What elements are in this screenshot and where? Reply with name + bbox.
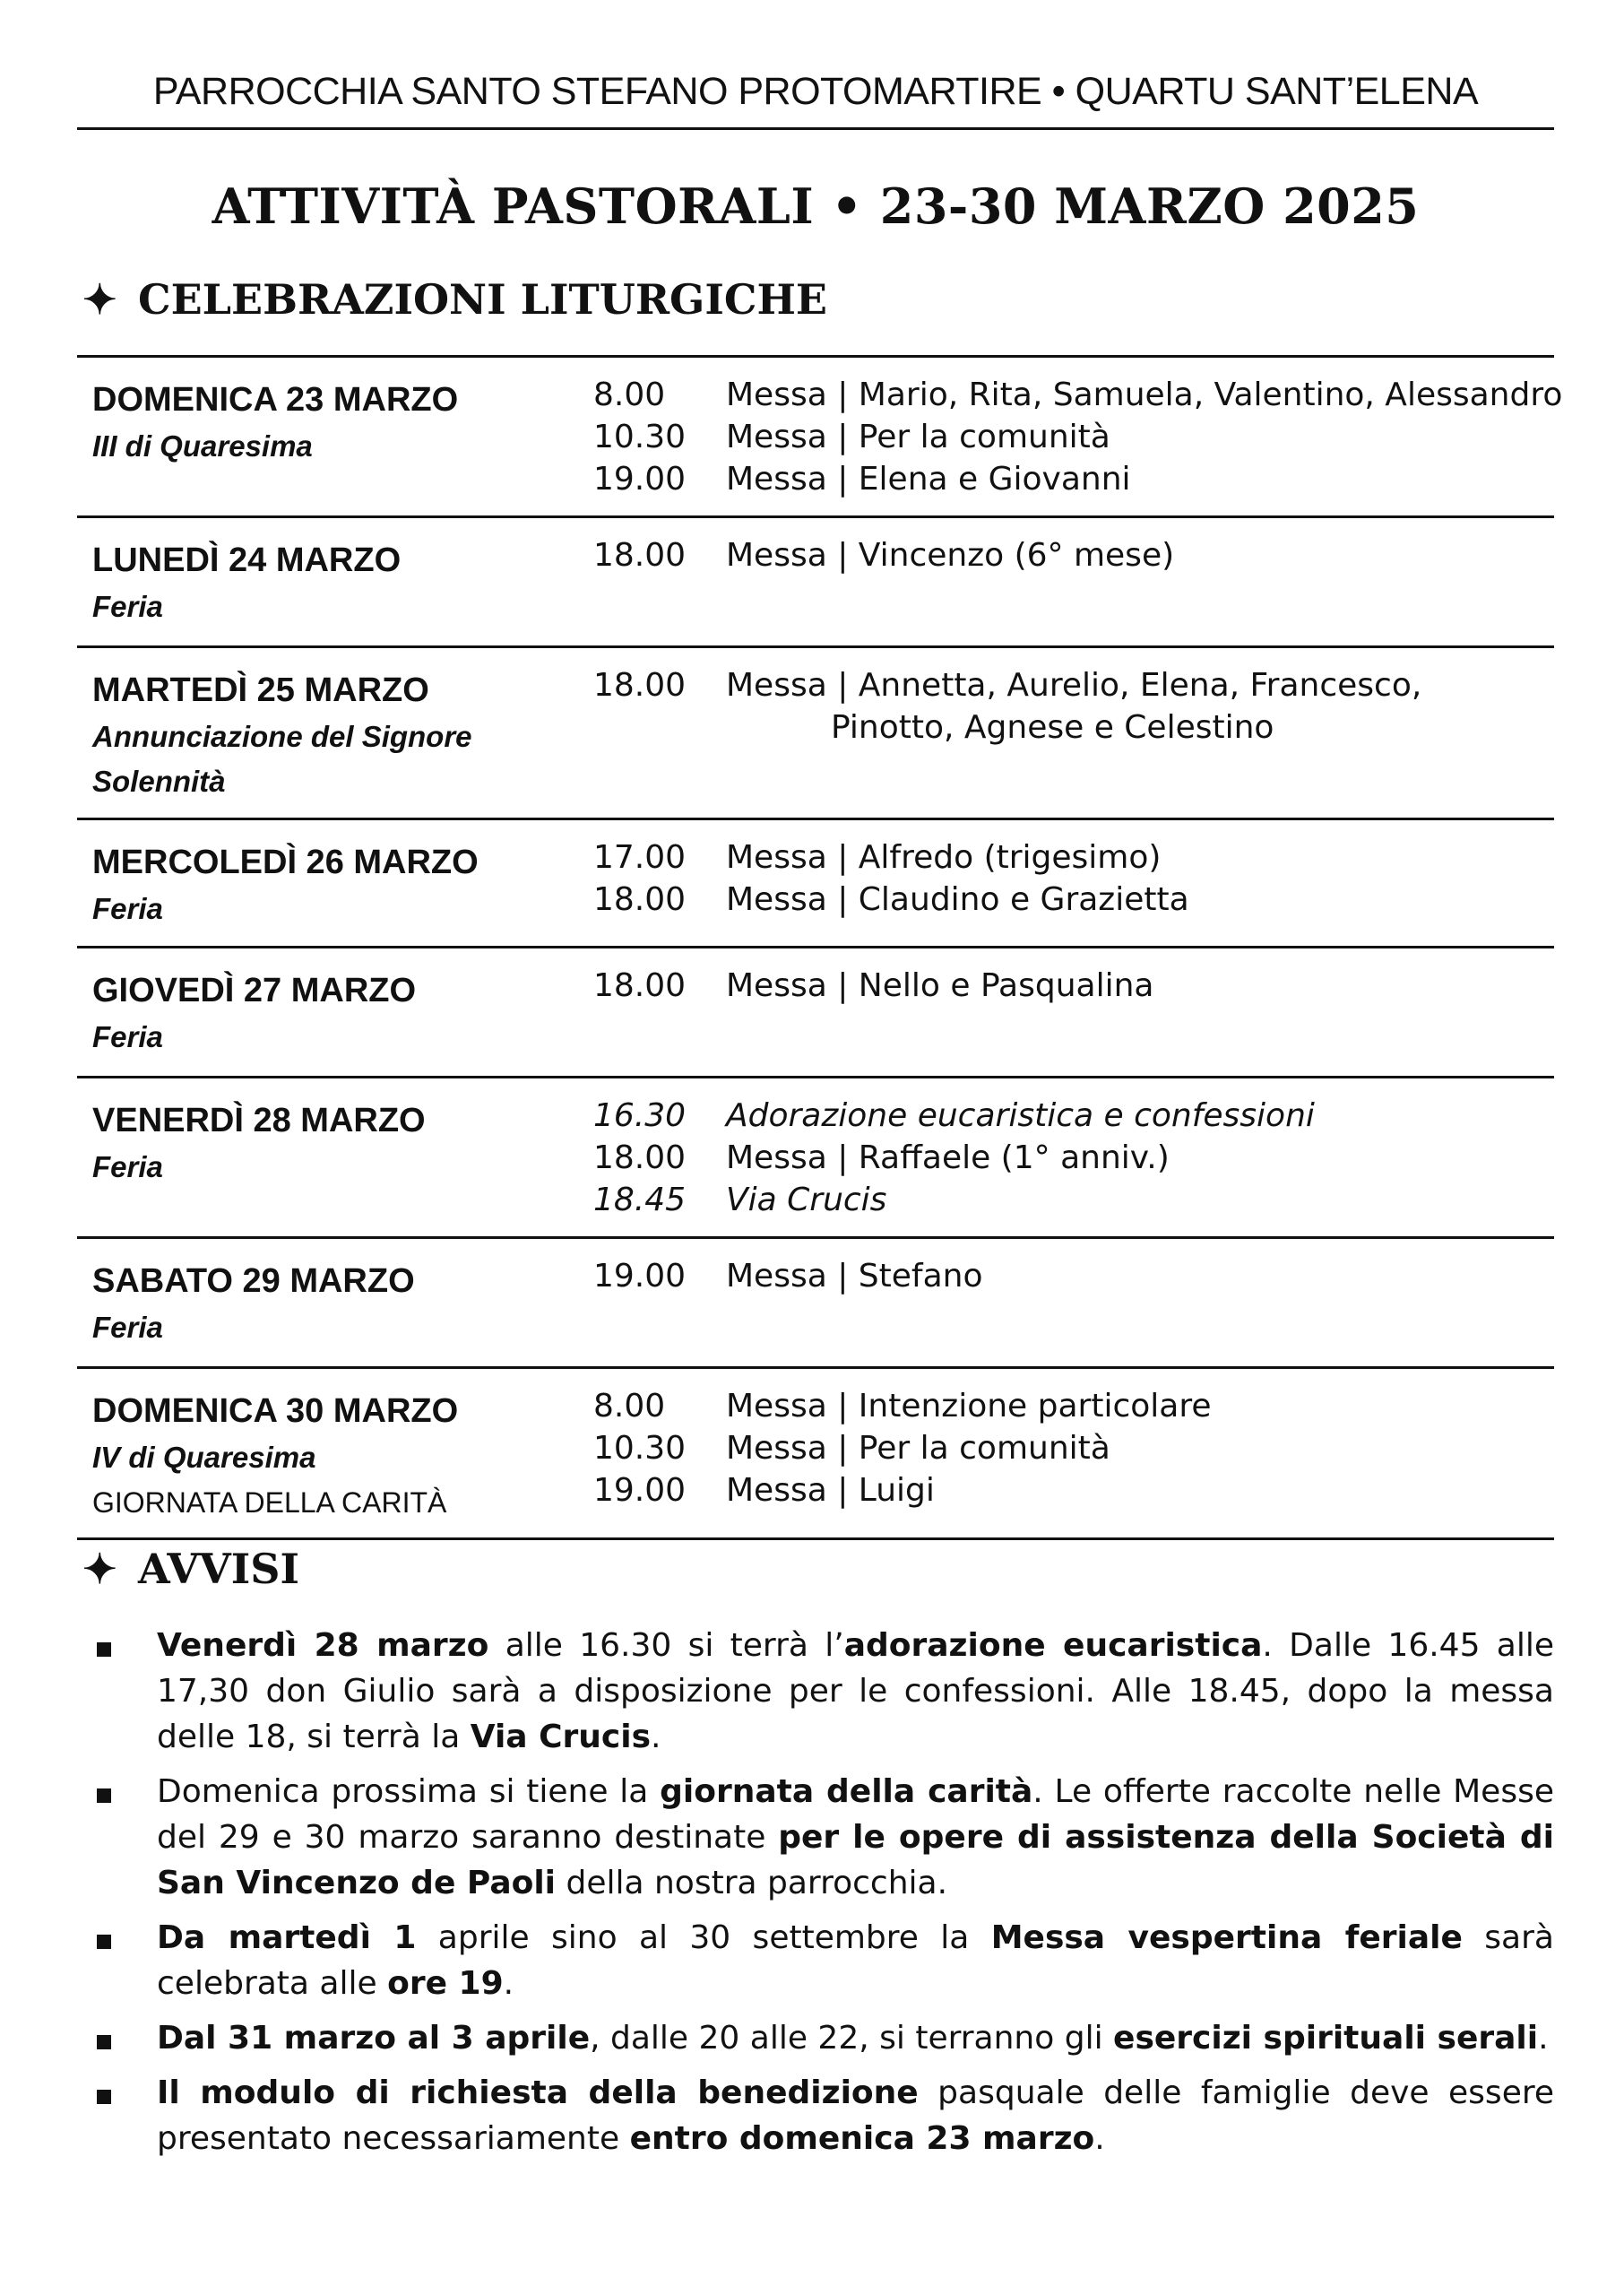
day-note: GIORNATA DELLA CARITÀ xyxy=(92,1486,447,1519)
mass-entry xyxy=(593,1385,1554,1427)
schedule-row xyxy=(77,358,1563,518)
notice-item xyxy=(97,1915,1554,2006)
mass-intention: Pinotto, Agnese e Celestino xyxy=(831,709,1274,746)
schedule-row xyxy=(77,948,1554,1078)
liturgical-day: Feria xyxy=(92,1311,163,1344)
notice-text: . xyxy=(1094,2120,1105,2157)
schedule-row xyxy=(77,648,1554,820)
notice-highlight: Dal 31 marzo al 3 aprile xyxy=(157,2020,591,2057)
section-title: CELEBRAZIONI LITURGICHE xyxy=(138,275,827,324)
day-name: MARTEDÌ 25 MARZO xyxy=(92,671,429,709)
section-title: AVVISI xyxy=(138,1545,299,1593)
mass-entry xyxy=(593,1427,1554,1469)
mass-intention: Messa | Mario, Rita, Samuela, Valentino, Alessandro xyxy=(726,377,1563,413)
star-icon: ✦ xyxy=(82,275,117,324)
notice-text: Domenica prossima si tiene la xyxy=(157,1773,661,1810)
schedule-row xyxy=(77,1369,1554,1540)
square-bullet-icon xyxy=(97,2090,111,2104)
notices-list xyxy=(97,1623,1554,2170)
mass-time: 16.30 xyxy=(593,1097,687,1134)
mass-entries xyxy=(593,374,1563,500)
mass-intention: Messa | Elena e Giovanni xyxy=(726,461,1131,498)
notice-highlight: Via Crucis xyxy=(470,1719,652,1755)
mass-entries xyxy=(593,965,1554,1007)
mass-time: 18.00 xyxy=(593,1139,687,1176)
square-bullet-icon xyxy=(97,1642,111,1657)
mass-entry xyxy=(593,879,1554,921)
mass-intention: Messa | Alfredo (trigesimo) xyxy=(726,839,1162,876)
mass-entries xyxy=(593,1095,1554,1221)
mass-time: 10.30 xyxy=(593,419,687,455)
square-bullet-icon xyxy=(97,1788,111,1803)
mass-intention: Messa | Stefano xyxy=(726,1258,983,1295)
mass-entries xyxy=(593,836,1554,921)
notice-text: alle 16.30 si terrà l’ xyxy=(488,1627,844,1664)
notice-highlight: Messa vespertina feriale xyxy=(990,1919,1463,1956)
mass-time: 17.00 xyxy=(593,839,687,876)
mass-entry xyxy=(593,1095,1554,1137)
notice-text: . Dalle 16.45 alle 17,30 don Giulio sarà a disposizione per le confessioni. Alle 18.45, dopo la messa delle 18, si terrà la xyxy=(157,1627,1555,1755)
notice-item xyxy=(97,1769,1554,1906)
mass-intention: Messa | Intenzione particolare xyxy=(726,1388,1212,1425)
mass-entry xyxy=(593,664,1554,706)
notice-text: sarà celebrata alle xyxy=(157,1919,1554,2002)
mass-entry xyxy=(593,1179,1554,1221)
notice-text: . Le offerte raccolte nelle Messe del 29 e 30 marzo saranno destinate xyxy=(157,1773,1554,1856)
mass-entry xyxy=(593,416,1554,458)
mass-entry xyxy=(593,1469,1554,1511)
liturgical-day: Feria xyxy=(92,892,163,925)
day-cell xyxy=(92,1096,594,1190)
schedule-row xyxy=(77,820,1554,948)
notice-highlight: Da martedì 1 xyxy=(157,1919,417,1956)
notice-text: aprile sino al 30 settembre la xyxy=(416,1919,991,1956)
notice-text: , dalle 20 alle 22, si terranno gli xyxy=(590,2020,1114,2057)
day-name: VENERDÌ 28 MARZO xyxy=(92,1102,426,1139)
schedule-table xyxy=(77,355,1563,1540)
day-cell xyxy=(92,376,594,469)
mass-entry xyxy=(593,534,1554,576)
mass-entries xyxy=(593,1385,1554,1511)
day-name: DOMENICA 23 MARZO xyxy=(92,381,459,419)
star-icon: ✦ xyxy=(82,1545,117,1593)
day-cell xyxy=(92,966,594,1060)
notice-highlight: ore 19 xyxy=(387,1965,504,2002)
mass-intention: Messa | Raffaele (1° anniv.) xyxy=(726,1139,1170,1176)
notice-text: . xyxy=(503,1965,514,2002)
notice-item xyxy=(97,2070,1554,2161)
schedule-row xyxy=(77,518,1554,648)
notice-highlight: Il modulo di richiesta della benedizione xyxy=(157,2074,919,2111)
mass-time: 18.00 xyxy=(593,537,687,574)
notice-highlight: giornata della carità xyxy=(660,1773,1033,1810)
mass-time: 19.00 xyxy=(593,1258,687,1295)
mass-time: 18.00 xyxy=(593,881,687,918)
notice-highlight: entro domenica 23 marzo xyxy=(629,2120,1095,2157)
section-heading-celebrations xyxy=(82,271,827,328)
mass-intention: Messa | Per la comunità xyxy=(726,1430,1110,1467)
parish-name: PARROCCHIA SANTO STEFANO PROTOMARTIRE • QUARTU SANT’ELENA xyxy=(152,70,1479,113)
mass-entry xyxy=(593,1137,1554,1179)
square-bullet-icon xyxy=(97,2035,111,2049)
mass-intention: Messa | Nello e Pasqualina xyxy=(726,967,1154,1004)
liturgical-day: IV di Quaresima xyxy=(92,1441,316,1474)
day-cell xyxy=(92,1257,594,1350)
day-cell xyxy=(92,666,594,804)
mass-time: 18.00 xyxy=(593,967,687,1004)
mass-intention: Adorazione eucaristica e confessioni xyxy=(726,1097,1315,1134)
notice-text: . xyxy=(651,1719,661,1755)
liturgical-day: Annunciazione del Signore xyxy=(92,720,472,753)
notice-highlight: esercizi spirituali serali xyxy=(1113,2020,1539,2057)
mass-time: 8.00 xyxy=(593,377,666,413)
mass-entry xyxy=(593,1255,1554,1297)
mass-time: 10.30 xyxy=(593,1430,687,1467)
notice-highlight: adorazione eucaristica xyxy=(843,1627,1263,1664)
day-name: GIOVEDÌ 27 MARZO xyxy=(92,972,417,1009)
notice-text: pasquale delle famiglie deve essere presentato necessariamente xyxy=(157,2074,1554,2157)
mass-time: 19.00 xyxy=(593,461,687,498)
notice-item xyxy=(97,2015,1554,2061)
mass-entries xyxy=(593,1255,1554,1297)
mass-entry xyxy=(593,706,1554,749)
notice-highlight: Venerdì 28 marzo xyxy=(157,1627,489,1664)
schedule-row xyxy=(77,1078,1554,1239)
mass-entries xyxy=(593,664,1554,749)
section-heading-notices xyxy=(82,1540,299,1598)
mass-intention: Messa | Annetta, Aurelio, Elena, Francesco, xyxy=(726,667,1422,704)
mass-intention: Messa | Claudino e Grazietta xyxy=(726,881,1189,918)
day-cell xyxy=(92,536,594,629)
mass-intention: Messa | Luigi xyxy=(726,1472,935,1509)
day-cell xyxy=(92,1387,594,1525)
liturgical-day: Feria xyxy=(92,590,163,623)
parish-header xyxy=(77,61,1554,130)
mass-entries xyxy=(593,534,1554,576)
liturgical-day: Solennità xyxy=(92,765,226,798)
square-bullet-icon xyxy=(97,1935,111,1949)
mass-entry xyxy=(593,965,1554,1007)
mass-entry xyxy=(593,836,1554,879)
schedule-row xyxy=(77,1239,1554,1369)
notice-highlight: per le opere di assistenza della Società di San Vincenzo de Paoli xyxy=(157,1819,1554,1901)
liturgical-day: Feria xyxy=(92,1020,163,1053)
mass-time: 18.00 xyxy=(593,667,687,704)
mass-entry xyxy=(593,458,1554,500)
mass-intention: Messa | Per la comunità xyxy=(726,419,1110,455)
page-title: ATTIVITÀ PASTORALI • 23-30 MARZO 2025 xyxy=(212,178,1420,235)
day-name: DOMENICA 30 MARZO xyxy=(92,1392,459,1430)
notice-text: . xyxy=(1538,2020,1549,2057)
mass-intention: Via Crucis xyxy=(726,1182,887,1218)
notice-item xyxy=(97,1623,1554,1760)
day-cell xyxy=(92,838,594,931)
mass-entry xyxy=(593,374,1563,416)
mass-time: 18.45 xyxy=(593,1182,687,1218)
day-name: SABATO 29 MARZO xyxy=(92,1262,415,1300)
mass-intention: Messa | Vincenzo (6° mese) xyxy=(726,537,1175,574)
liturgical-day: III di Quaresima xyxy=(92,429,313,463)
mass-time: 19.00 xyxy=(593,1472,687,1509)
mass-time: 8.00 xyxy=(593,1388,666,1425)
day-name: LUNEDÌ 24 MARZO xyxy=(92,541,402,579)
day-name: MERCOLEDÌ 26 MARZO xyxy=(92,844,479,881)
liturgical-day: Feria xyxy=(92,1150,163,1183)
notice-text: della nostra parrocchia. xyxy=(556,1865,948,1901)
